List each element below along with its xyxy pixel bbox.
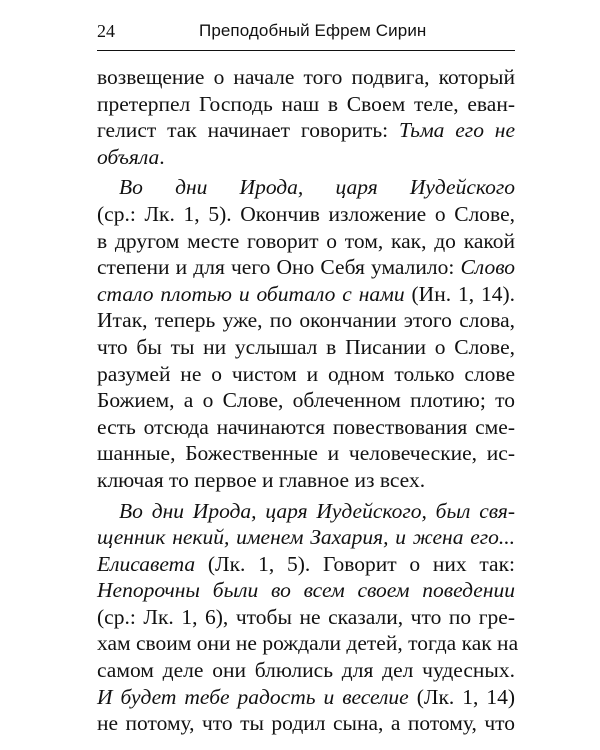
running-head [97, 20, 515, 42]
scripture-quote: Слово [460, 255, 515, 280]
scripture-quote: Елисавета [97, 551, 196, 576]
text-line: хам своим они не рождали детей, тогда как на [97, 631, 519, 656]
paragraph-2 [97, 174, 515, 493]
text-line: степени и для чего Оно Себя умалило: Слово [97, 255, 515, 280]
text-line: претерпел Господь наш в Своем теле, еван- [97, 91, 515, 116]
scripture-quote: Во дни Ирода, царя Иудейского, был свя- [119, 498, 515, 523]
text-line: (ср.: Лк. 1, 6), чтобы не сказали, что по гре- [97, 604, 515, 629]
scripture-quote: Во дни Ирода, царя Иудейского [119, 175, 515, 200]
paragraph-3 [97, 498, 519, 737]
text-line [97, 498, 515, 525]
text-line [97, 577, 515, 604]
scripture-quote: И будет тебе радость и веселие [97, 684, 409, 709]
text-line: есть отсюда начинаются повествования сме- [97, 414, 515, 439]
text-line: Елисавета (Лк. 1, 5). Говорит о них так: [97, 551, 515, 576]
page-number: 24 [97, 21, 115, 41]
text-line: (ср.: Лк. 1, 5). Окончив изложение о Слове, [97, 201, 515, 226]
text-line: гелист так начинает говорить: Тьма его не [97, 118, 515, 143]
paragraph-1 [97, 64, 515, 170]
text-line: ключая то первое и главное из всех. [97, 467, 426, 492]
body-text [97, 64, 519, 737]
scripture-quote: объяла [97, 144, 160, 169]
text-line: самом деле они блюлись для дел чудесных. [97, 658, 515, 683]
text-line [97, 174, 515, 201]
text-line: стало плотью и обитало с нами (Ин. 1, 14). [97, 281, 515, 306]
text-line: шанные, Божественные и человеческие, ис- [97, 441, 515, 466]
scripture-quote: Тьма его не [398, 118, 515, 143]
header-rule [97, 50, 515, 51]
text-line: И будет тебе радость и веселие (Лк. 1, 14) [97, 684, 515, 709]
text-line: Божием, а о Слове, облеченном плотию; то [97, 388, 515, 413]
text-line: возвещение о начале того подвига, который [97, 65, 515, 89]
scripture-quote: стало плотью и обитало с нами [97, 281, 405, 306]
running-title: Преподобный Ефрем Сирин [199, 21, 427, 40]
text-line: что бы ты ни услышал в Писании о Слове, [97, 334, 515, 359]
text-line: объяла. [97, 144, 165, 169]
text-line: в другом месте говорит о том, как, до какой [97, 228, 515, 253]
scripture-quote: щенник некий, именем Захария, и жена его... [97, 525, 515, 550]
text-line: не потому, что ты родил сына, а потому, что [97, 711, 515, 736]
text-line [97, 524, 515, 551]
text-line: Итак, теперь уже, по окончании этого слова, [97, 308, 515, 333]
scripture-quote: Непорочны были во всем своем поведении [97, 578, 515, 603]
text-line: разумей не о чистом и одном только слове [97, 361, 515, 386]
